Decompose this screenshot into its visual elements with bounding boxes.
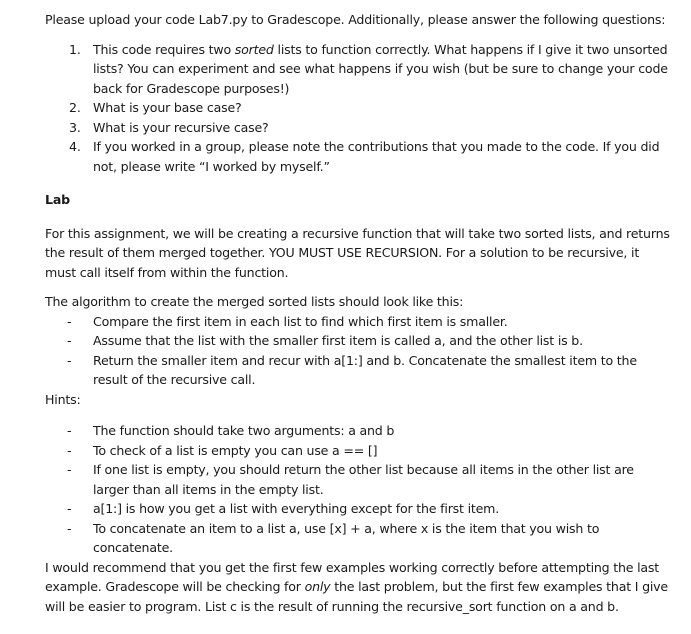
algorithm-steps-list (45, 312, 670, 390)
question-item (45, 40, 670, 99)
algorithm-intro: The algorithm to create the merged sorted lists should look like this: (45, 294, 464, 309)
list-item (45, 351, 670, 390)
hint-text: a[1:] is how you get a list with everything except for the first item. (93, 501, 500, 516)
dash-bullet: - (67, 520, 72, 536)
question-text: What is your base case? (93, 100, 242, 115)
dash-bullet: - (67, 352, 72, 368)
question-number: 1. (69, 41, 81, 57)
hint-text: To concatenate an item to a list a, use [x] + a, where x is the item that you wish to concatenate. (93, 520, 600, 555)
hints-label: Hints: (45, 391, 81, 407)
lab-paragraph: For this assignment, we will be creating a recursive function that will take two sorted lists, and returns the result of them merged together. YOU MUST USE RECURSION. For a solution to be recursive, it must call itself from within the function. (45, 225, 670, 280)
list-item (45, 499, 670, 519)
question-text-start: This code requires two (93, 41, 235, 57)
dash-bullet: - (67, 442, 72, 458)
dash-bullet: - (67, 423, 72, 438)
question-text: If you worked in a group, please note the contributions that you made to the code. If you did not, please write “I worked by myself.” (93, 139, 660, 174)
step-text: Assume that the list with the smaller first item is called a, and the other list is b. (93, 333, 583, 348)
question-number: 3. (69, 119, 81, 135)
lab-heading: Lab (45, 192, 70, 207)
list-item (45, 519, 670, 558)
closing-text-start: I would recommend that you get the first few examples working correctly before attempting the last example. Gradescope will be checking for (45, 559, 660, 594)
hint-text: If one list is empty, you should return the other list because all items in the other list are larger than all items in the empty list. (93, 462, 634, 497)
document (45, 10, 670, 616)
step-text: Compare the first item in each list to find which first item is smaller. (93, 313, 508, 329)
hint-text: To check of a list is empty you can use a == [] (93, 442, 378, 458)
step-text: Return the smaller item and recur with a[1:] and b. Concatenate the smallest item to the result of the recursive call. (93, 352, 637, 387)
list-item (45, 331, 670, 351)
closing-paragraph (45, 558, 670, 617)
dash-bullet: - (67, 313, 72, 329)
hint-text: The function should take two arguments: a and b (93, 423, 395, 438)
question-text: What is your recursive case? (93, 119, 269, 135)
question-item (45, 137, 670, 176)
closing-text-end: the last problem, but the first few examples that I give will be easier to program. List c is the result of running the recursive_sort function on a and b. (45, 579, 668, 614)
questions-list (45, 40, 670, 177)
dash-bullet: - (67, 462, 72, 477)
question-emphasis: sorted (234, 41, 274, 57)
question-text-end: lists to function correctly. What happens if I give it two unsorted lists? You can experiment and see what happens if you wish (but be sure to change your code back for Gradescope purposes!) (93, 41, 668, 96)
dash-bullet: - (67, 501, 72, 516)
question-number: 4. (69, 139, 81, 154)
intro-text: Please upload your code Lab7.py to Gradescope. Additionally, please answer the following questions: (45, 12, 666, 27)
closing-emphasis: only (304, 579, 331, 594)
hints-list (45, 421, 670, 558)
list-item (45, 460, 670, 499)
list-item (45, 441, 670, 461)
list-item (45, 421, 670, 441)
question-number: 2. (69, 100, 81, 115)
list-item (45, 312, 670, 332)
question-item (45, 98, 670, 118)
question-item (45, 118, 670, 138)
dash-bullet: - (67, 333, 72, 348)
